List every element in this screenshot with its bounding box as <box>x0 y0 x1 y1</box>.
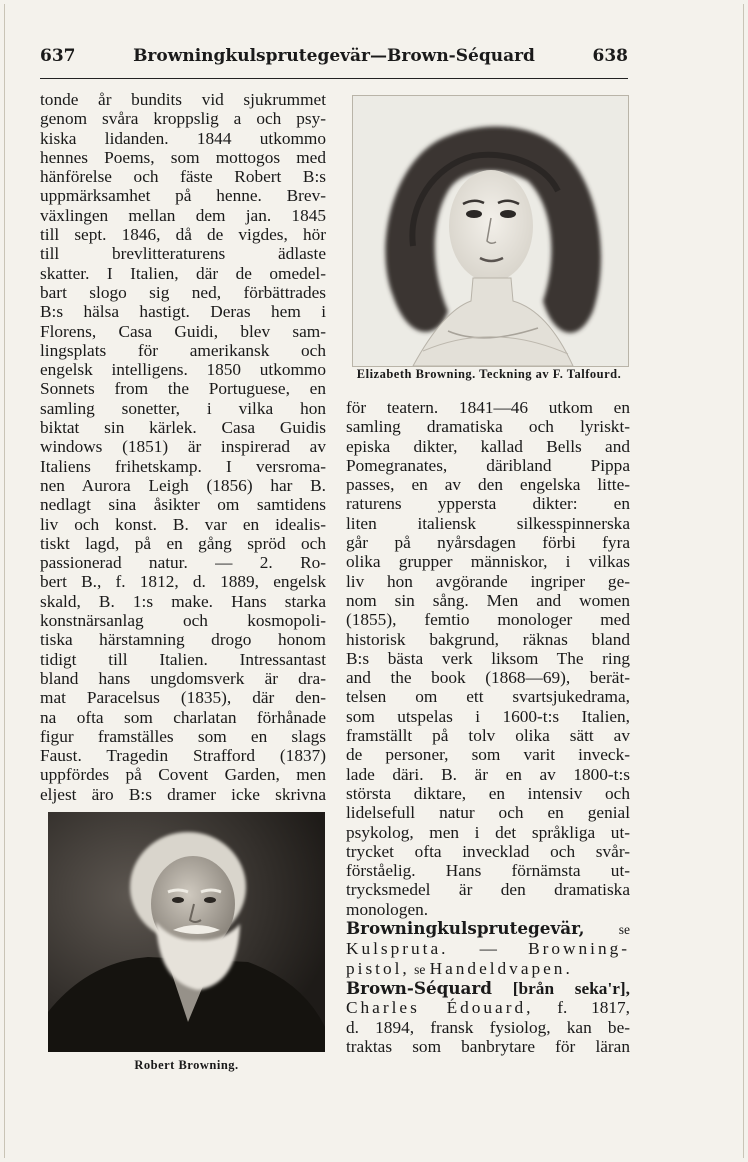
text-line: uppmärksamhet på henne. Brev- <box>40 186 326 206</box>
text-line: biktat sin kärlek. Casa Guidis <box>40 418 326 438</box>
robert-browning-portrait <box>48 812 325 1052</box>
cross-reference-link[interactable]: Browning- <box>528 939 630 959</box>
text-line: B:s bästa verk liksom The ring <box>346 648 630 668</box>
text-line: figur framställes som en slags <box>40 726 326 746</box>
text-line: Faust. Tragedin Strafford (1837) <box>40 746 326 766</box>
text-line: liv hon avgörande ingriper ge- <box>346 571 630 591</box>
text-line: hennes Poems, som mottogos med <box>40 147 326 167</box>
text-line: skald, B. 1:s make. Hans starka <box>40 591 326 611</box>
text-line: passionerad natur. — 2. Ro- <box>40 553 326 573</box>
text-line: mat Paracelsus (1835), där den- <box>40 688 326 708</box>
text-line: till sept. 1846, då de vigdes, hör <box>40 225 326 245</box>
text-line: tiska härstamning drogo honom <box>40 630 326 650</box>
text-line: passes, en av den engelska litte- <box>346 475 630 495</box>
robert-browning-caption: Robert Browning. <box>134 1058 239 1072</box>
elizabeth-browning-portrait <box>352 95 629 367</box>
text-line: tonde år bundits vid sjukrummet <box>40 90 326 109</box>
header-title: Browningkulsprutegevär—Brown-Séquard <box>133 46 535 66</box>
text-line: olika grupper människor, i vilkas <box>346 552 630 572</box>
text-line: traktas som banbrytare för läran <box>346 1036 630 1056</box>
text-line: monologen. <box>346 899 429 919</box>
right-column <box>346 398 630 1056</box>
text-line: till brevlitteraturens ädlaste <box>40 244 326 264</box>
birth-year: f. 1817, <box>557 998 630 1018</box>
text-line: som utspelas i 1600-t:s Italien, <box>346 706 630 726</box>
page-number-left: 637 <box>40 46 76 66</box>
text-line: windows (1851) är inspirerad av <box>40 437 326 457</box>
text-line: konstnärsanlag och kosmopoli- <box>40 611 326 631</box>
cross-reference-link[interactable]: pistol, <box>346 958 410 978</box>
text-line: nedlagt sina åsikter om samtidens <box>40 495 326 515</box>
text-line: förståelig. Hans förnämsta ut- <box>346 861 630 881</box>
robert-browning-photo <box>48 812 325 1052</box>
text-line: Pomegranates, däribland Pippa <box>346 455 630 475</box>
text-line: uppfördes på Covent Garden, men <box>40 765 326 785</box>
text-line: samling dramatiska och lyriskt- <box>346 417 630 437</box>
elizabeth-browning-drawing <box>353 96 628 366</box>
right-column-body <box>346 398 630 919</box>
text-line: tidigt till Italien. Intressantast <box>40 649 326 669</box>
see-word: se <box>414 961 426 977</box>
person-name: Charles Édouard, <box>346 998 534 1018</box>
text-line: Florens, Casa Guidi, blev sam- <box>40 321 326 341</box>
text-line: trycket ofta invecklad och svår- <box>346 841 630 861</box>
text-line: största diktare, en intensiv och <box>346 783 630 803</box>
text-line: bart slogo sig ned, förbättrades <box>40 282 326 302</box>
page-number-right: 638 <box>592 46 628 66</box>
see-word: se <box>618 922 630 938</box>
text-line: för teatern. 1841—46 utkom en <box>346 398 630 417</box>
text-line: (1855), femtio monologer med <box>346 610 630 630</box>
running-header <box>40 46 628 74</box>
text-line: telsen om ett svartsjukedrama, <box>346 687 630 707</box>
elizabeth-browning-caption: Elizabeth Browning. Teckning av F. Talfourd. <box>356 367 622 381</box>
entry-headword: Brown-Séquard <box>346 977 493 998</box>
text-line: eljest äro B:s dramer icke skrivna <box>40 784 326 804</box>
text-line: tiskt lagd, på en gång spröd och <box>40 533 326 553</box>
text-line: liten italiensk silkesspinnerska <box>346 513 630 533</box>
text-line: växlingen mellan dem jan. 1845 <box>40 205 326 225</box>
text-line: nen Aurora Leigh (1856) har B. <box>40 475 326 495</box>
text-line: kiska lidanden. 1844 utkommo <box>40 128 326 148</box>
pronunciation: [brån seka'r], <box>512 978 630 998</box>
text-line: hänförelse och fäste Robert B:s <box>40 167 326 187</box>
text-line: na ofta som charlatan förhånade <box>40 707 326 727</box>
text-line: framställt på tolv olika sätt av <box>346 726 630 746</box>
text-line: lade däri. B. är en av 1800-t:s <box>346 764 630 784</box>
entry-headword: Browningkulsprutegevär, <box>346 918 585 939</box>
text-line: lingsplats för amerikansk och <box>40 340 326 360</box>
text-line: liv och konst. B. var en idealis- <box>40 514 326 534</box>
entry-browningkulsprutegevar <box>346 919 630 979</box>
text-line: raturens yppersta dikter: en <box>346 494 630 514</box>
text-line: nom sin sång. Men and women <box>346 590 630 610</box>
text-line: engelsk intelligens. 1850 utkommo <box>40 360 326 380</box>
cross-reference-link[interactable]: Kulspruta. <box>346 939 449 959</box>
text-line: genom svåra kroppslig a och psy- <box>40 109 326 129</box>
text-line: episka dikter, kallad Bells and <box>346 436 630 456</box>
text-line: historisk bakgrund, räknas bland <box>346 629 630 649</box>
text-line: d. 1894, fransk fysiolog, kan be- <box>346 1017 630 1037</box>
text-line: samling sonetter, i vilka hon <box>40 398 326 418</box>
entry-brown-sequard <box>346 979 630 1056</box>
text-line: psykolog, men i det språkliga ut- <box>346 822 630 842</box>
text-line: Sonnets from the Portuguese, en <box>40 379 326 399</box>
dash: — <box>479 939 497 959</box>
text-line: går på nyårsdagen förbi fyra <box>346 533 630 553</box>
text-line: trycksmedel är den dramatiska <box>346 880 630 900</box>
text-line: de personer, som varit inveck- <box>346 745 630 765</box>
text-line: bland hans ungdomsverk är dra- <box>40 668 326 688</box>
cross-reference-link[interactable]: Handeldvapen. <box>429 958 573 978</box>
left-column <box>40 90 326 804</box>
text-line: B:s hälsa hastigt. Deras hem i <box>40 302 326 322</box>
text-line: lidelsefull natur och en genial <box>346 803 630 823</box>
text-line: bert B., f. 1812, d. 1889, engelsk <box>40 572 326 592</box>
header-rule <box>40 78 628 79</box>
text-line: skatter. I Italien, där de omedel- <box>40 263 326 283</box>
text-line: and the book (1868—69), berät- <box>346 668 630 688</box>
text-line: Italiens frihetskamp. I versroma- <box>40 456 326 476</box>
